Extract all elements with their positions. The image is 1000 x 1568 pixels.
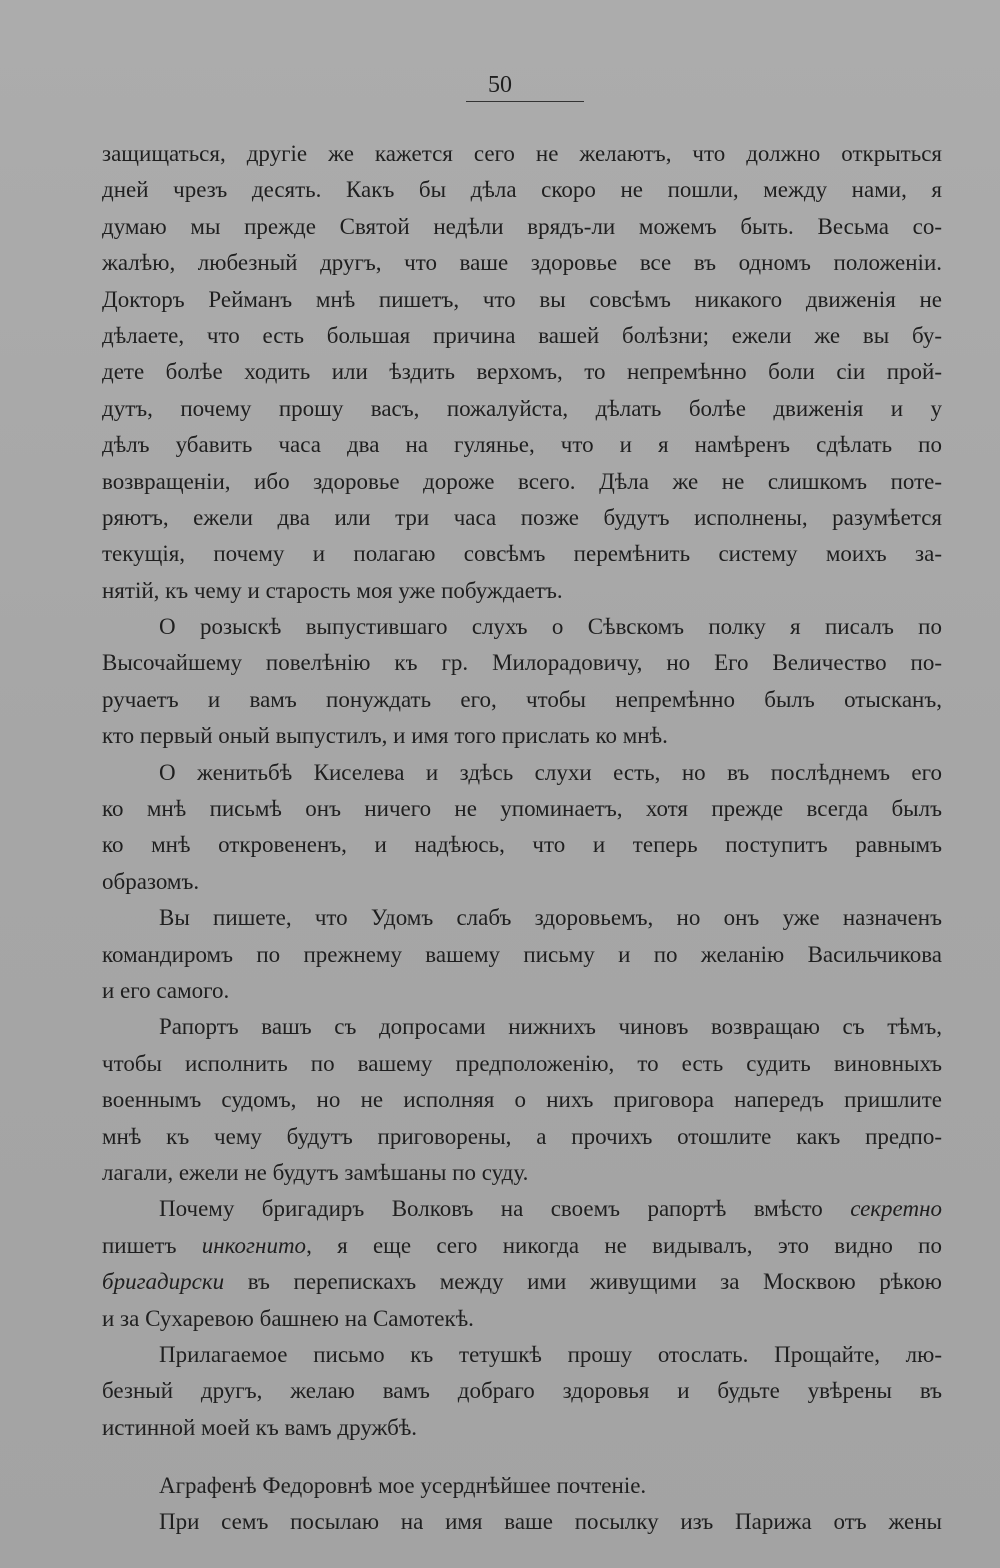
text-line [102,282,942,318]
italic-word: инкогнито [201,1232,307,1258]
text-run: пишетъ [102,1232,202,1258]
text-run: военнымъ судомъ, но не исполняя о нихъ приговора напередъ пришлите [102,1087,942,1113]
text-run: и его самого. [102,977,230,1003]
text-line [102,1410,942,1446]
text-run: жалѣю, любезный другъ, что ваше здоровье все въ одномъ положеніи. [102,250,942,276]
text-run: дней чрезъ десять. Какъ бы дѣла скоро не пошли, между нами, я [102,177,942,203]
italic-word: бригадирски [102,1269,225,1295]
text-run: лагали, ежели не будутъ замѣшаны по суду. [102,1159,529,1185]
text-run: При семъ посылаю на имя ваше посылку изъ Парижа отъ жены [159,1509,942,1535]
text-run: въ перепискахъ между ими живущими за Москвою рѣкою [224,1269,942,1295]
text-run: ряютъ, ежели два или три часа позже будутъ исполнены, разумѣется [102,504,942,530]
text-run: текущія, почему и полагаю совсѣмъ перемѣнить систему моихъ за- [102,541,942,567]
text-run: защищаться, другіе же кажется сего не желаютъ, что должно открыться [102,141,942,166]
text-line [102,172,942,208]
text-run: нятій, къ чему и старость моя уже побуждаетъ. [102,577,563,603]
text-line [102,791,942,827]
text-line [102,755,942,791]
text-run: мнѣ къ чему будутъ приговорены, а прочихъ отошлите какъ предпо- [102,1123,942,1149]
text-line [102,1191,942,1227]
text-run: Рапортъ вашъ съ допросами нижнихъ чиновъ возвращаю съ тѣмъ, [159,1014,942,1040]
text-run: чтобы исполнить по вашему предположенію, то есть судить виновныхъ [102,1050,942,1076]
text-line [102,1046,942,1082]
text-line [102,1337,942,1373]
text-line [102,973,942,1009]
letter-body [102,136,942,1541]
text-line [102,1504,942,1540]
text-run: О розыскѣ выпустившаго слухъ о Сѣвскомъ полку я писалъ по [159,614,942,640]
text-line [102,1009,942,1045]
text-line [102,318,942,354]
text-run: Высочайшему повелѣнію къ гр. Милорадовичу, но Его Величество по- [102,650,942,676]
text-line [102,464,942,500]
text-run: Докторъ Рейманъ мнѣ пишетъ, что вы совсѣмъ никакого движенія не [102,286,942,312]
italic-word: секретно [850,1196,942,1222]
text-run: дете болѣе ходить или ѣздить верхомъ, то непремѣнно боли сіи прой- [102,359,942,385]
text-run: кто первый оный выпустилъ, и имя того прислать ко мнѣ. [102,723,668,749]
text-line [102,209,942,245]
text-run: О женитьбѣ Киселева и здѣсь слухи есть, но въ послѣднемъ его [159,759,942,785]
text-run: ручаетъ и вамъ понуждать его, чтобы непремѣнно былъ отысканъ, [102,686,942,712]
text-line [102,245,942,281]
paragraph-gap [102,1446,942,1468]
text-run: ко мнѣ откровененъ, и надѣюсь, что и теперь поступитъ равнымъ [102,832,942,858]
text-line [102,645,942,681]
text-line [102,1155,942,1191]
header-rule [466,101,584,102]
text-run: Прилагаемое письмо къ тетушкѣ прошу отослать. Прощайте, лю- [159,1341,942,1367]
text-run: командиромъ по прежнему вашему письму и по желанію Васильчикова [102,941,942,967]
text-run: Почему бригадиръ Волковъ на своемъ рапортѣ вмѣсто [159,1196,851,1222]
text-run: думаю мы прежде Святой недѣли врядъ-ли можемъ быть. Весьма со- [102,213,942,239]
text-run: истинной моей къ вамъ дружбѣ. [102,1414,418,1440]
text-line [102,937,942,973]
page-number: 50 [488,72,512,98]
text-line [102,573,942,609]
text-run: Вы пишете, что Удомъ слабъ здоровьемъ, но онъ уже назначенъ [159,905,942,931]
text-line [102,900,942,936]
text-run: дѣлаете, что есть большая причина вашей болѣзни; ежели же вы бу- [102,322,942,348]
text-line [102,1228,942,1264]
text-run: и за Сухаревою башнею на Самотекѣ. [102,1305,474,1331]
text-run: дутъ, почему прошу васъ, пожалуйста, дѣлать болѣе движенія и у [102,395,942,421]
text-line [102,609,942,645]
text-line [102,391,942,427]
text-run: ко мнѣ письмѣ онъ ничего не упоминаетъ, хотя прежде всегда былъ [102,796,942,822]
text-line [102,136,942,172]
text-line [102,1264,942,1300]
text-line [102,1468,942,1504]
text-line [102,536,942,572]
text-line [102,827,942,863]
text-run: безный другъ, желаю вамъ добраго здоровья и будьте увѣрены въ [102,1378,942,1404]
text-line [102,354,942,390]
text-line [102,718,942,754]
text-line [102,682,942,718]
text-line [102,864,942,900]
text-run: дѣлъ убавить часа два на гулянье, что и я намѣренъ сдѣлать по [102,432,942,458]
text-line [102,1119,942,1155]
text-line [102,1301,942,1337]
text-run: возвращеніи, ибо здоровье дороже всего. Дѣла же не слишкомъ поте- [102,468,942,494]
text-line [102,427,942,463]
text-line [102,500,942,536]
text-run: образомъ. [102,868,200,894]
text-line [102,1373,942,1409]
text-run: , я еще сего никогда не видывалъ, это видно по [306,1232,942,1258]
text-run: Аграфенѣ Федоровнѣ мое усерднѣйшее почтеніе. [159,1473,647,1499]
text-line [102,1082,942,1118]
